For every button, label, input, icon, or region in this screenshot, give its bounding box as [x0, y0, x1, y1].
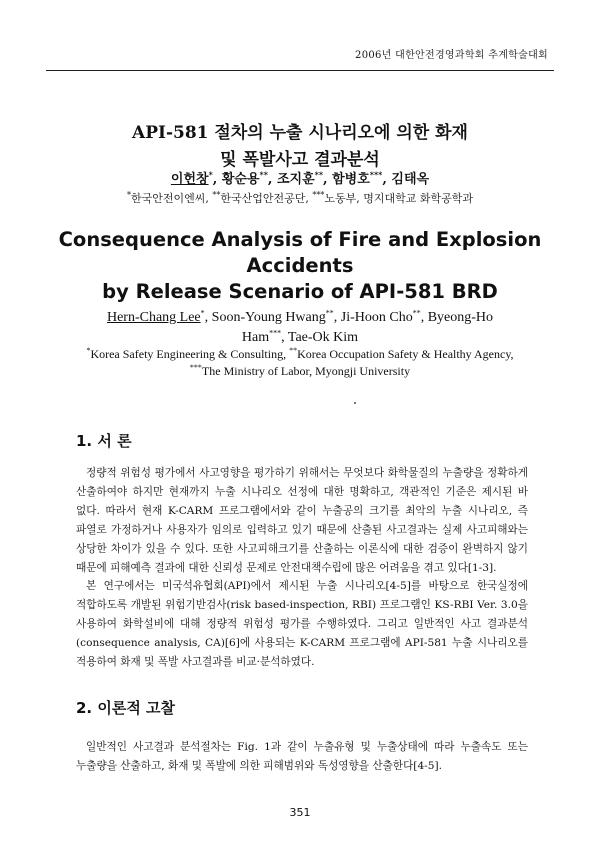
author-sep: , [267, 172, 277, 187]
paragraph-text: 일반적인 사고결과 분석절차는 Fig. 1과 같이 누출유형 및 누출상태에 따라 누출속도 또는 누출량을 산출하고, 화재 및 폭발에 의한 피해범위와 독성영향을 산출한다[4-5]. [76, 741, 528, 772]
author-name: 김태옥 [391, 172, 430, 187]
author-sep: , [323, 172, 333, 187]
korean-authors [40, 168, 560, 187]
english-title-line: Accidents [246, 254, 354, 277]
affil-mark: *** [312, 190, 325, 200]
author-mark: ** [259, 169, 268, 180]
affil-mark: ** [289, 346, 298, 355]
english-title [40, 227, 560, 305]
author-sep: , [333, 310, 341, 325]
section-2-body [76, 738, 528, 776]
affil-text: Korea Occupation Safety & Healthy Agency, [297, 347, 514, 361]
author-name: Ji-Hoon Cho [340, 310, 413, 325]
affil-mark: ** [212, 190, 221, 200]
english-authors [88, 308, 512, 348]
author-name: 이헌창 [170, 172, 209, 187]
paragraph [76, 464, 528, 577]
section-heading-theory: 2. 이론적 고찰 [76, 699, 176, 717]
stray-dot [354, 402, 356, 404]
author-name: 황순용 [221, 172, 260, 187]
paragraph-text: 본 연구에서는 미국석유협회(API)에서 제시된 누출 시나리오[4-5]를 바탕으로 한국실정에 적합하도록 개발된 위험기반검사(risk based-inspection, RBI) 프로그램인 KS-RBI Ver. 3.0을 사용하여 화학설비에 대해 정량적 위험성 평가를 수행하였다. 그리고 일반적인 사고 결과분석(consequence analysis, CA)[6]에 사용되는 K-CARM 프로그램에 API-581 누출 시나리오를 적용하여 화재 및 폭발 사고결과를 비교·분석하였다. [76, 580, 528, 669]
author-mark: * [208, 169, 213, 180]
korean-title-line-1: API-581 절차의 누출 시나리오에 의한 화재 [132, 123, 468, 143]
affil-text: 한국안전이엔씨, [130, 192, 213, 205]
affil-text: The Ministry of Labor, Myongji University [201, 364, 411, 378]
author-name: Soon-Young Hwang [211, 310, 326, 325]
affil-text: 한국산업안전공단, [220, 192, 313, 205]
section-heading-introduction: 1. 서 론 [76, 432, 132, 450]
author-mark: *** [269, 328, 282, 338]
korean-title-line-2: 및 폭발사고 결과분석 [220, 150, 380, 170]
author-name: 조지훈 [276, 172, 315, 187]
affil-mark: * [126, 190, 131, 200]
affil-mark: * [86, 346, 91, 355]
korean-affiliations [40, 190, 560, 206]
paragraph [76, 577, 528, 672]
author-name: Tae-Ok Kim [287, 330, 359, 345]
author-name: 함병호 [332, 172, 370, 187]
korean-title [40, 120, 560, 174]
english-affiliations [80, 346, 520, 380]
author-mark: *** [369, 169, 383, 180]
author-mark: * [200, 308, 205, 318]
author-sep: , [420, 310, 428, 325]
author-sep: , [204, 310, 212, 325]
author-sep: , [212, 172, 222, 187]
author-name: Hern-Chang Lee [106, 310, 201, 325]
conference-header: 2006년 대한안전경영과학회 추계학술대회 [355, 50, 548, 61]
affil-mark: *** [189, 363, 202, 372]
paragraph [76, 738, 528, 776]
section-1-body [76, 464, 528, 672]
author-sep: , [281, 330, 288, 345]
affil-text: Korea Safety Engineering & Consulting, [90, 347, 290, 361]
author-mark: ** [412, 308, 421, 318]
author-mark: ** [314, 169, 324, 180]
english-title-line: Consequence Analysis of Fire and Explosion [58, 228, 542, 251]
english-title-line: by Release Scenario of API-581 BRD [102, 280, 498, 303]
paragraph-text: 정량적 위험성 평가에서 사고영향을 평가하기 위해서는 무엇보다 화학물질의 누출량을 정확하게 산출하여야 하지만 현재까지 누출 시나리오 선정에 대한 명확하고, 객관적인 기준은 제시된 바 없다. 따라서 현재 K-CARM 프로그램에서와 같이 누출공의 크기를 최악의 누출 시나리오, 즉 파열로 가정하거나 사용자가 임의로 입력하고 있기 때문에 산출된 사고결과는 실제 사고피해와는 상당한 차이가 있을 수 있다. 또한 사고피해크기를 산출하는 이론식에 대한 검증이 완벽하지 않기 때문에 피해예측 결과에 대한 신뢰성 문제로 안전대책수립에 많은 어려움을 겪고 있다[1-3]. [76, 467, 528, 574]
author-sep: , [382, 172, 392, 187]
page-number: 351 [289, 806, 311, 819]
author-name: Byeong-Ho Ham [241, 310, 494, 345]
author-mark: ** [325, 308, 334, 318]
header-rule [46, 70, 554, 71]
affil-text: 노동부, 명지대학교 화학공학과 [324, 192, 474, 205]
